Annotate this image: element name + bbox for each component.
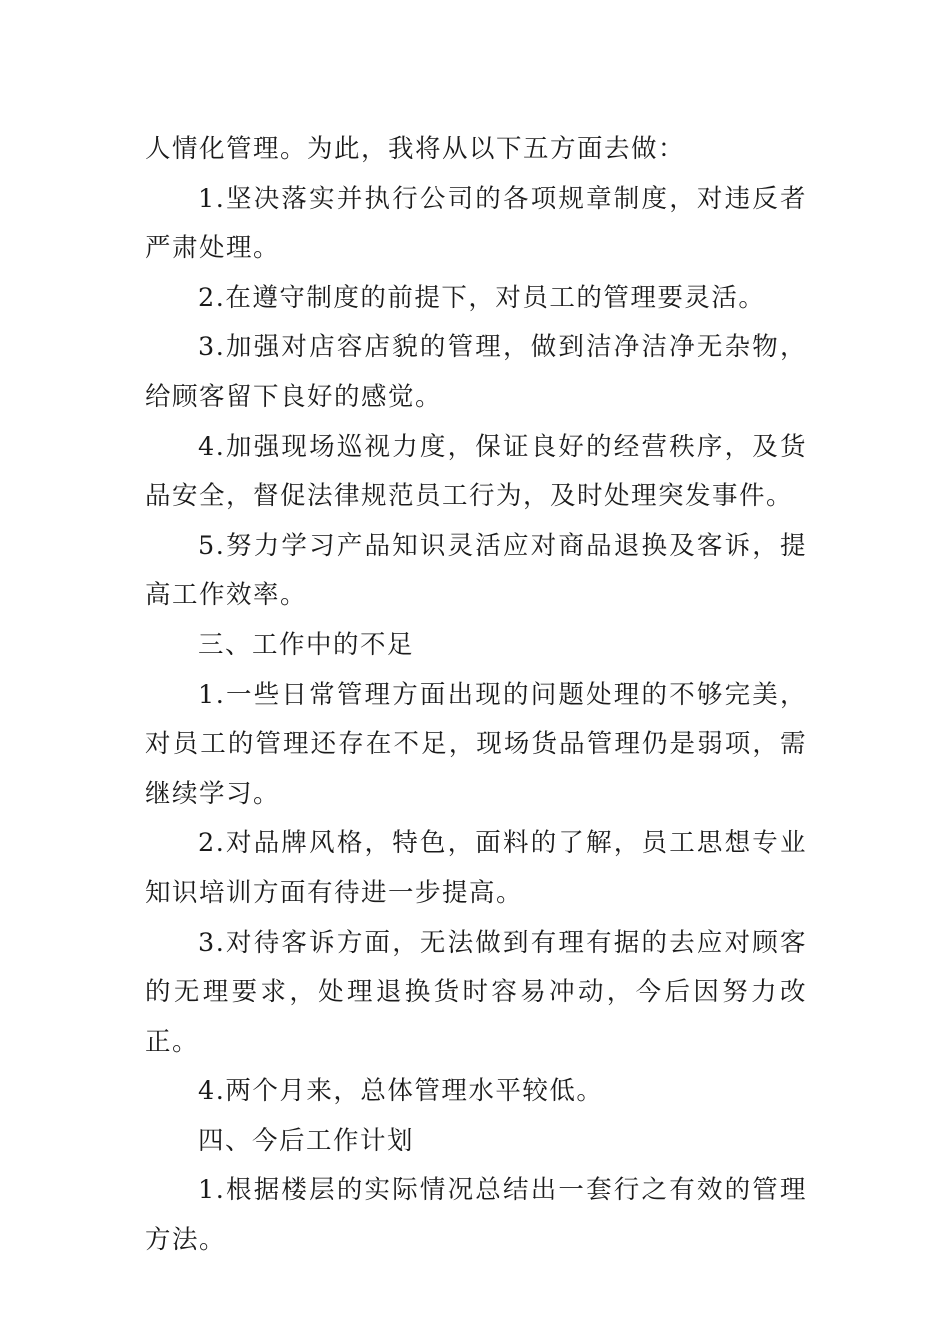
list-item: 1.一些日常管理方面出现的问题处理的不够完美，对员工的管理还存在不足，现场货品管理仍是弱项，需继续学习。 xyxy=(145,679,807,809)
list-item: 2.在遵守制度的前提下，对员工的管理要灵活。 xyxy=(198,282,766,313)
list-item: 2.对品牌风格，特色，面料的了解，员工思想专业知识培训方面有待进一步提高。 xyxy=(145,828,807,908)
list-item: 4.两个月来，总体管理水平较低。 xyxy=(198,1076,604,1107)
list-item: 3.对待客诉方面，无法做到有理有据的去应对顾客的无理要求，处理退换货时容易冲动，今后因努力改正。 xyxy=(145,927,807,1057)
section-heading: 三、工作中的不足 xyxy=(198,629,415,660)
list-item: 4.加强现场巡视力度，保证良好的经营秩序，及货品安全，督促法律规范员工行为，及时处理突发事件。 xyxy=(145,431,807,512)
document-body xyxy=(145,125,807,1266)
list-item: 1.根据楼层的实际情况总结出一套行之有效的管理方法。 xyxy=(145,1175,807,1256)
list-item: 5.努力学习产品知识灵活应对商品退换及客诉，提高工作效率。 xyxy=(145,530,807,611)
section-heading: 四、今后工作计划 xyxy=(198,1125,415,1156)
list-item: 3.加强对店容店貌的管理，做到洁净洁净无杂物，给顾客留下良好的感觉。 xyxy=(145,332,807,412)
list-item: 1.坚决落实并执行公司的各项规章制度，对违反者严肃处理。 xyxy=(145,183,807,264)
paragraph-intro: 人情化管理。为此，我将从以下五方面去做： xyxy=(145,134,686,164)
